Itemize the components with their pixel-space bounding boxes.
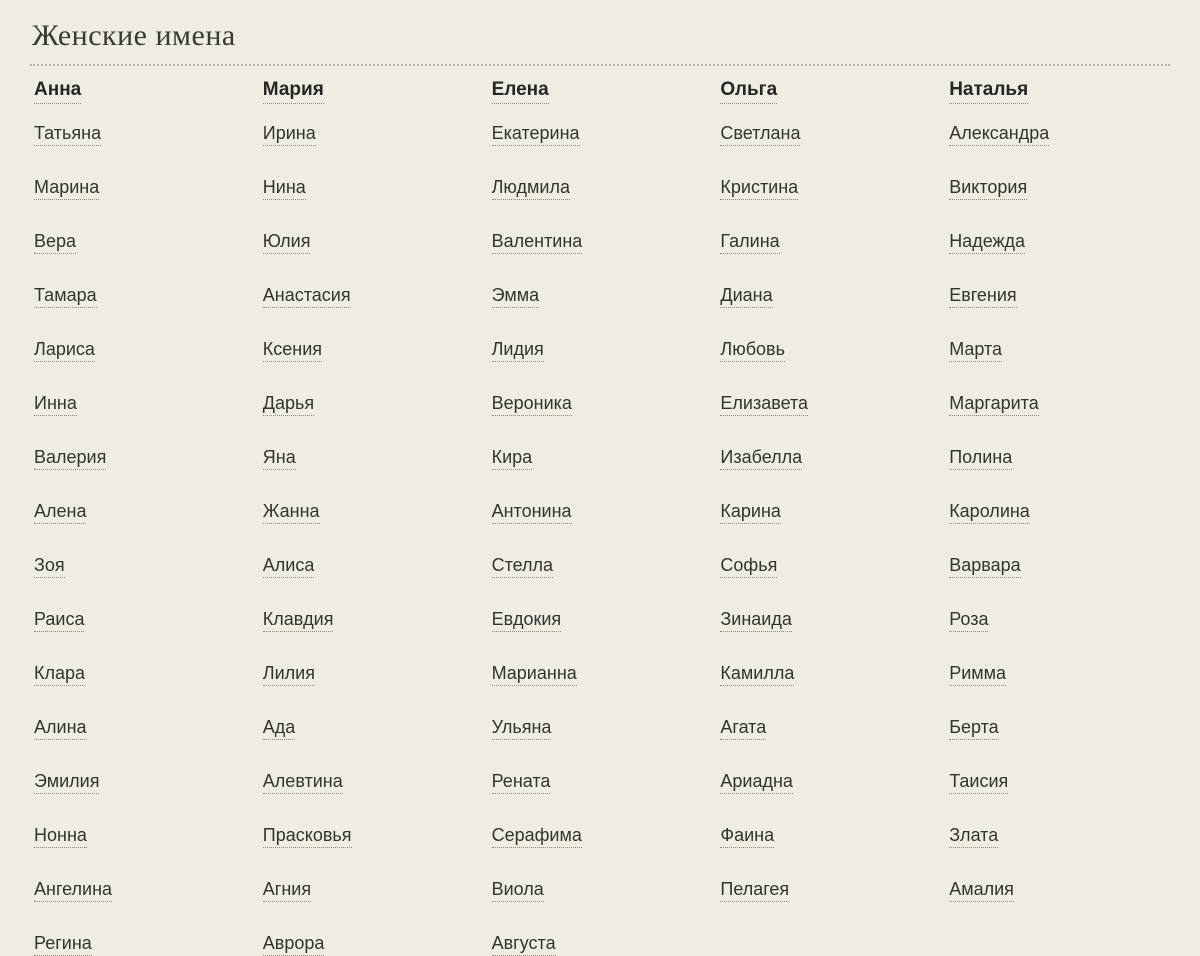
list-item[interactable]: Диана: [720, 286, 943, 308]
list-item[interactable]: Инна: [34, 394, 257, 416]
names-column: [714, 80, 943, 902]
list-item[interactable]: Августа: [492, 934, 715, 956]
list-item[interactable]: Лариса: [34, 340, 257, 362]
list-item[interactable]: Зинаида: [720, 610, 943, 632]
list-item[interactable]: Раиса: [34, 610, 257, 632]
list-item[interactable]: Клара: [34, 664, 257, 686]
list-item[interactable]: Елизавета: [720, 394, 943, 416]
list-item[interactable]: Тамара: [34, 286, 257, 308]
list-item[interactable]: Фаина: [720, 826, 943, 848]
list-item[interactable]: Лилия: [263, 664, 486, 686]
list-item[interactable]: Ангелина: [34, 880, 257, 902]
list-item[interactable]: Евгения: [949, 286, 1172, 308]
list-item[interactable]: Агния: [263, 880, 486, 902]
list-item[interactable]: Светлана: [720, 124, 943, 146]
list-item[interactable]: Полина: [949, 448, 1172, 470]
list-item[interactable]: Нина: [263, 178, 486, 200]
list-item[interactable]: Валерия: [34, 448, 257, 470]
list-item[interactable]: Алиса: [263, 556, 486, 578]
list-item[interactable]: Татьяна: [34, 124, 257, 146]
page-title: Женские имена: [32, 19, 236, 52]
list-item[interactable]: Эмма: [492, 286, 715, 308]
list-item[interactable]: Юлия: [263, 232, 486, 254]
names-column: [28, 80, 257, 956]
list-item[interactable]: Любовь: [720, 340, 943, 362]
list-item[interactable]: Софья: [720, 556, 943, 578]
list-item[interactable]: Маргарита: [949, 394, 1172, 416]
list-item[interactable]: Анастасия: [263, 286, 486, 308]
list-item[interactable]: Ирина: [263, 124, 486, 146]
list-item[interactable]: Нонна: [34, 826, 257, 848]
list-item[interactable]: Галина: [720, 232, 943, 254]
list-item[interactable]: Каролина: [949, 502, 1172, 524]
list-item[interactable]: Зоя: [34, 556, 257, 578]
column-header: Мария: [263, 80, 324, 104]
list-item[interactable]: Рената: [492, 772, 715, 794]
column-header: Наталья: [949, 80, 1028, 104]
list-item[interactable]: Берта: [949, 718, 1172, 740]
name-list: [720, 124, 943, 902]
list-item[interactable]: Виола: [492, 880, 715, 902]
list-item[interactable]: Карина: [720, 502, 943, 524]
list-item[interactable]: Таисия: [949, 772, 1172, 794]
list-item[interactable]: Екатерина: [492, 124, 715, 146]
list-item[interactable]: Марианна: [492, 664, 715, 686]
list-item[interactable]: Варвара: [949, 556, 1172, 578]
list-item[interactable]: Стелла: [492, 556, 715, 578]
names-column: [257, 80, 486, 956]
list-item[interactable]: Камилла: [720, 664, 943, 686]
column-header: Елена: [492, 80, 549, 104]
list-item[interactable]: Клавдия: [263, 610, 486, 632]
list-item[interactable]: Марта: [949, 340, 1172, 362]
name-list: [492, 124, 715, 956]
list-item[interactable]: Евдокия: [492, 610, 715, 632]
list-item[interactable]: Алена: [34, 502, 257, 524]
list-item[interactable]: Регина: [34, 934, 257, 956]
list-item[interactable]: Антонина: [492, 502, 715, 524]
list-item[interactable]: Кира: [492, 448, 715, 470]
list-item[interactable]: Вера: [34, 232, 257, 254]
column-header: Анна: [34, 80, 81, 104]
column-header: Ольга: [720, 80, 777, 104]
names-column: [486, 80, 715, 956]
list-item[interactable]: Изабелла: [720, 448, 943, 470]
list-item[interactable]: Александра: [949, 124, 1172, 146]
list-item[interactable]: Виктория: [949, 178, 1172, 200]
list-item[interactable]: Аврора: [263, 934, 486, 956]
list-item[interactable]: Марина: [34, 178, 257, 200]
list-item[interactable]: Пелагея: [720, 880, 943, 902]
list-item[interactable]: Серафима: [492, 826, 715, 848]
list-item[interactable]: Лидия: [492, 340, 715, 362]
list-item[interactable]: Агата: [720, 718, 943, 740]
list-item[interactable]: Дарья: [263, 394, 486, 416]
list-item[interactable]: Алевтина: [263, 772, 486, 794]
name-list: [263, 124, 486, 956]
list-item[interactable]: Людмила: [492, 178, 715, 200]
list-item[interactable]: Прасковья: [263, 826, 486, 848]
name-list: [34, 124, 257, 956]
title-divider: [30, 64, 1170, 66]
list-item[interactable]: Ариадна: [720, 772, 943, 794]
list-item[interactable]: Эмилия: [34, 772, 257, 794]
list-item[interactable]: Злата: [949, 826, 1172, 848]
list-item[interactable]: Кристина: [720, 178, 943, 200]
name-list: [949, 124, 1172, 902]
names-column: [943, 80, 1172, 902]
list-item[interactable]: Алина: [34, 718, 257, 740]
list-item[interactable]: Вероника: [492, 394, 715, 416]
list-item[interactable]: Валентина: [492, 232, 715, 254]
list-item[interactable]: Римма: [949, 664, 1172, 686]
list-item[interactable]: Яна: [263, 448, 486, 470]
list-item[interactable]: Надежда: [949, 232, 1172, 254]
list-item[interactable]: Ульяна: [492, 718, 715, 740]
list-item[interactable]: Амалия: [949, 880, 1172, 902]
list-item[interactable]: Ксения: [263, 340, 486, 362]
list-item[interactable]: Жанна: [263, 502, 486, 524]
names-columns: [28, 80, 1172, 956]
list-item[interactable]: Роза: [949, 610, 1172, 632]
list-item[interactable]: Ада: [263, 718, 486, 740]
